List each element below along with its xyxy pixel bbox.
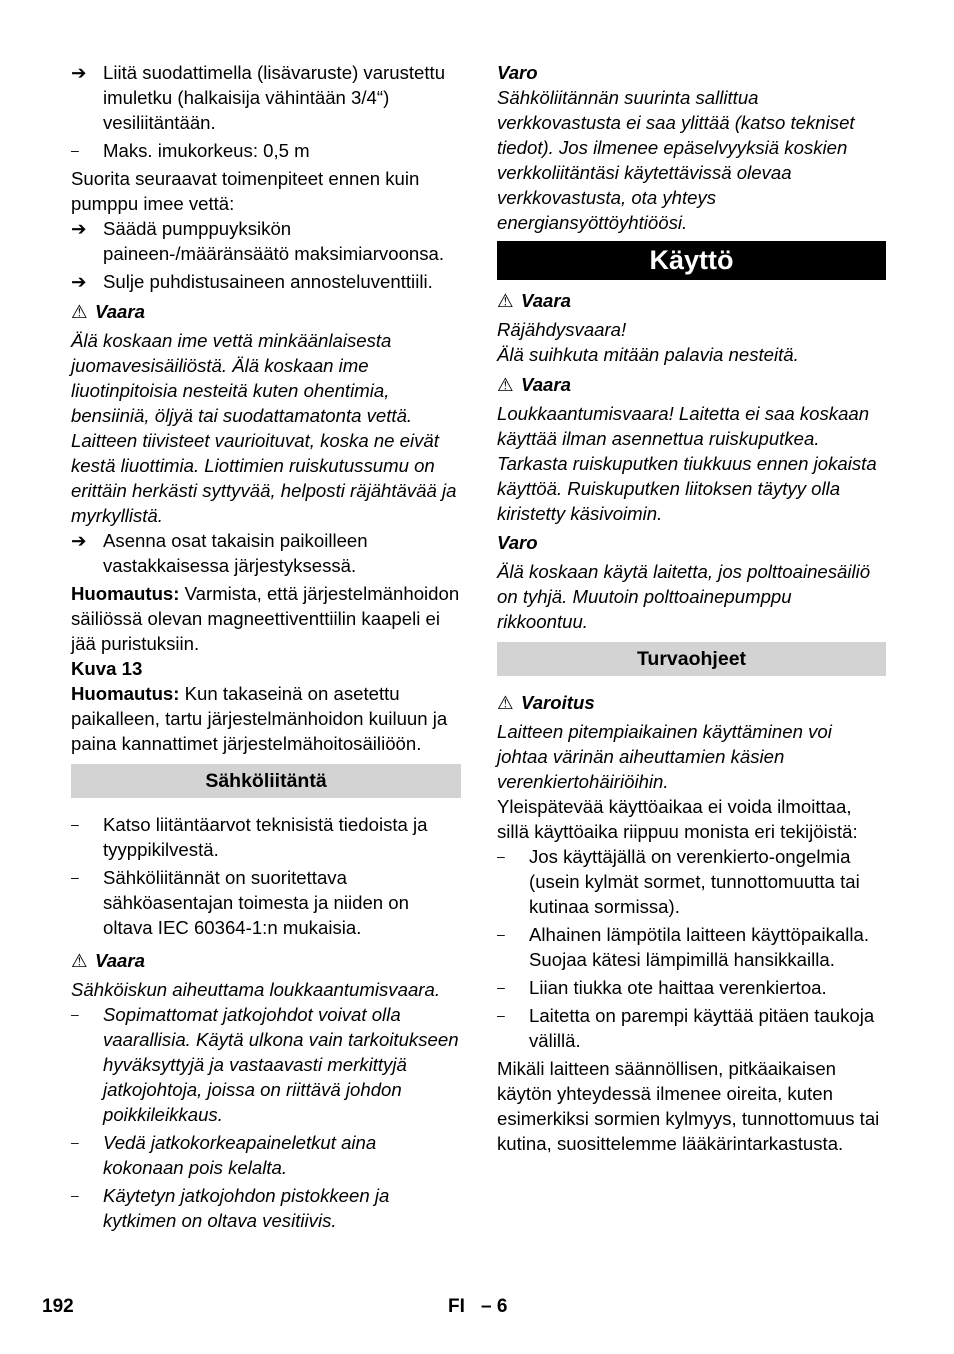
list-item-text: Maks. imukorkeus: 0,5 m bbox=[103, 140, 310, 161]
page-number: 192 bbox=[42, 1296, 74, 1317]
left-column bbox=[71, 60, 461, 1236]
instruction-item bbox=[71, 269, 461, 294]
warning-triangle-icon: ⚠ bbox=[71, 950, 88, 971]
caution-label: Varo bbox=[497, 532, 538, 553]
dash-bullet: – bbox=[71, 816, 79, 832]
warning-label: Vaara bbox=[95, 301, 145, 322]
warning-heading bbox=[497, 690, 886, 715]
instruction-text: Sulje puhdistusaineen annosteluventtiili. bbox=[103, 271, 433, 292]
dash-bullet: – bbox=[497, 979, 505, 995]
dash-bullet: – bbox=[71, 142, 79, 158]
note-text: Kun takaseinä on asetettu paikalleen, tartu järjestelmänhoidon kuiluun ja paina kannattimet järjestelmähoitosäiliöön. bbox=[71, 683, 448, 754]
arrow-right-icon: ➔ bbox=[71, 218, 87, 239]
dash-bullet: – bbox=[497, 848, 505, 864]
list-item-text: Katso liitäntäarvot teknisistä tiedoista ja tyyppikilvestä. bbox=[103, 814, 428, 860]
paragraph: Yleispätevää käyttöaikaa ei voida ilmoittaa, sillä käyttöaika riippuu monista eri tekijöistä: bbox=[497, 796, 858, 842]
list-item bbox=[497, 1003, 886, 1053]
paragraph: Suorita seuraavat toimenpiteet ennen kuin pumppu imee vettä: bbox=[71, 168, 420, 214]
language-code: FI bbox=[448, 1296, 465, 1317]
dash-bullet: – bbox=[71, 1134, 79, 1150]
caution-text: Älä koskaan käytä laitetta, jos polttoainesäiliö on tyhjä. Muutoin polttoainepumppu rikkoontuu. bbox=[497, 561, 871, 632]
list-item-text: Liian tiukka ote haittaa verenkiertoa. bbox=[529, 977, 827, 998]
list-item-text: Laitetta on parempi käyttää pitäen taukoja välillä. bbox=[529, 1005, 875, 1051]
paragraph: Mikäli laitteen säännöllisen, pitkäaikaisen käytön yhteydessä ilmenee oireita, kuten esimerkiksi sormien kylmyys, tunnottomuus tai kutina, suosittelemme lääkärintarkastusta. bbox=[497, 1058, 880, 1154]
instruction-text: Asenna osat takaisin paikoilleen vastakkaisessa järjestyksessä. bbox=[103, 530, 368, 576]
instruction-item bbox=[71, 60, 461, 135]
warning-text: Räjähdysvaara! bbox=[497, 319, 627, 340]
list-item-text: Sähköliitännät on suoritettava sähköasentajan toimesta ja niiden on oltava IEC 60364-1:n mukaisia. bbox=[103, 867, 409, 938]
dash-bullet: – bbox=[497, 926, 505, 942]
section-heading-operation: Käyttö bbox=[497, 241, 886, 280]
right-column bbox=[497, 60, 886, 1156]
arrow-right-icon: ➔ bbox=[71, 62, 87, 83]
warning-triangle-icon: ⚠ bbox=[71, 301, 88, 322]
list-item bbox=[497, 844, 886, 919]
instruction-text: Liitä suodattimella (lisävaruste) varustettu imuletku (halkaisija vähintään 3/4“) vesiliitäntään. bbox=[103, 62, 446, 133]
dash-bullet: – bbox=[71, 1187, 79, 1203]
list-item bbox=[497, 922, 886, 972]
list-item bbox=[71, 865, 461, 940]
caution-label: Varo bbox=[497, 62, 538, 83]
warning-label: Vaara bbox=[521, 374, 571, 395]
list-item-text: Jos käyttäjällä on verenkierto-ongelmia (usein kylmät sormet, tunnottomuutta tai kutinaa sormissa). bbox=[529, 846, 860, 917]
warning-heading bbox=[71, 299, 461, 324]
warning-triangle-icon: ⚠ bbox=[497, 692, 514, 713]
dash-bullet: – bbox=[497, 1007, 505, 1023]
arrow-right-icon: ➔ bbox=[71, 530, 87, 551]
warning-triangle-icon: ⚠ bbox=[497, 290, 514, 311]
arrow-right-icon: ➔ bbox=[71, 271, 87, 292]
list-item bbox=[71, 138, 461, 163]
note-text: Varmista, että järjestelmänhoidon säiliössä olevan magneettiventtiilin kaapeli ei jää puristuksiin. bbox=[71, 583, 460, 654]
section-heading-safety: Turvaohjeet bbox=[497, 642, 886, 676]
warning-triangle-icon: ⚠ bbox=[497, 374, 514, 395]
note-paragraph bbox=[71, 681, 461, 756]
dash-bullet: – bbox=[71, 1006, 79, 1022]
section-heading-electrical: Sähköliitäntä bbox=[71, 764, 461, 798]
warning-label: Vaara bbox=[95, 950, 145, 971]
warning-label: Varoitus bbox=[521, 692, 595, 713]
list-item bbox=[497, 975, 886, 1000]
list-item-text: Alhainen lämpötila laitteen käyttöpaikalla. Suojaa kätesi lämpimillä hansikkailla. bbox=[529, 924, 870, 970]
warning-heading bbox=[497, 288, 886, 313]
instruction-item bbox=[71, 528, 461, 578]
warning-text: Loukkaantumisvaara! Laitetta ei saa koskaan käyttää ilman asennettua ruiskuputkea. Tarkasta ruiskuputken tiukkuus ennen jokaista käyttöä. Ruiskuputken liitoksen täytyy olla kiristetty käsivoimin. bbox=[497, 403, 877, 524]
warning-label: Vaara bbox=[521, 290, 571, 311]
list-item bbox=[71, 1130, 461, 1180]
list-item-text: Sopimattomat jatkojohdot voivat olla vaarallisia. Käytä ulkona vain tarkoitukseen hyväksyttyjä ja vastaavasti merkittyjä jatkojohtoja, joissa on riittävä johdon poikkileikkaus. bbox=[103, 1004, 459, 1125]
caution-text: Sähköliitännän suurinta sallittua verkkovastusta ei saa ylittää (katso tekniset tiedot). Jos ilmenee epäselvyyksiä koskien verkkoliitäntäsi käytettävissä olevaa verkkovastusta, ota yhteys energiansyöttöyhtiöösi. bbox=[497, 87, 855, 233]
instruction-text: Säädä pumppuyksikön paineen-/määränsäätö maksimiarvoonsa. bbox=[103, 218, 445, 264]
sub-page-number: – 6 bbox=[481, 1296, 508, 1317]
warning-text: Älä koskaan ime vettä minkäänlaisesta juomavesisäiliöstä. Älä koskaan ime liuotinpitoisia nesteitä kuten ohentimia, bensiiniä, öljyä tai suodattamatonta vettä. Laitteen tiivisteet vaurioituvat, koska ne eivät kestä liuottimia. Liottimien ruiskutussumu on erittäin herkästi syttyvää, helposti räjähtävää ja myrkyllistä. bbox=[71, 330, 457, 526]
list-item-text: Vedä jatkokorkeapaineletkut aina kokonaan pois kelalta. bbox=[103, 1132, 377, 1178]
note-label: Huomautus: bbox=[71, 583, 180, 604]
list-item bbox=[71, 812, 461, 862]
list-item bbox=[71, 1002, 461, 1127]
note-paragraph bbox=[71, 581, 461, 656]
note-label: Huomautus: bbox=[71, 683, 180, 704]
instruction-item bbox=[71, 216, 461, 266]
dash-bullet: – bbox=[71, 869, 79, 885]
list-item-text: Käytetyn jatkojohdon pistokkeen ja kytkimen on oltava vesitiivis. bbox=[103, 1185, 390, 1231]
figure-reference: Kuva 13 bbox=[71, 658, 143, 679]
warning-text: Älä suihkuta mitään palavia nesteitä. bbox=[497, 344, 799, 365]
warning-text: Laitteen pitempiaikainen käyttäminen voi johtaa värinän aiheuttamien käsien verenkiertohäiriöihin. bbox=[497, 721, 832, 792]
warning-heading bbox=[71, 948, 461, 973]
warning-heading bbox=[497, 372, 886, 397]
list-item bbox=[71, 1183, 461, 1233]
warning-text: Sähköiskun aiheuttama loukkaantumisvaara. bbox=[71, 979, 440, 1000]
